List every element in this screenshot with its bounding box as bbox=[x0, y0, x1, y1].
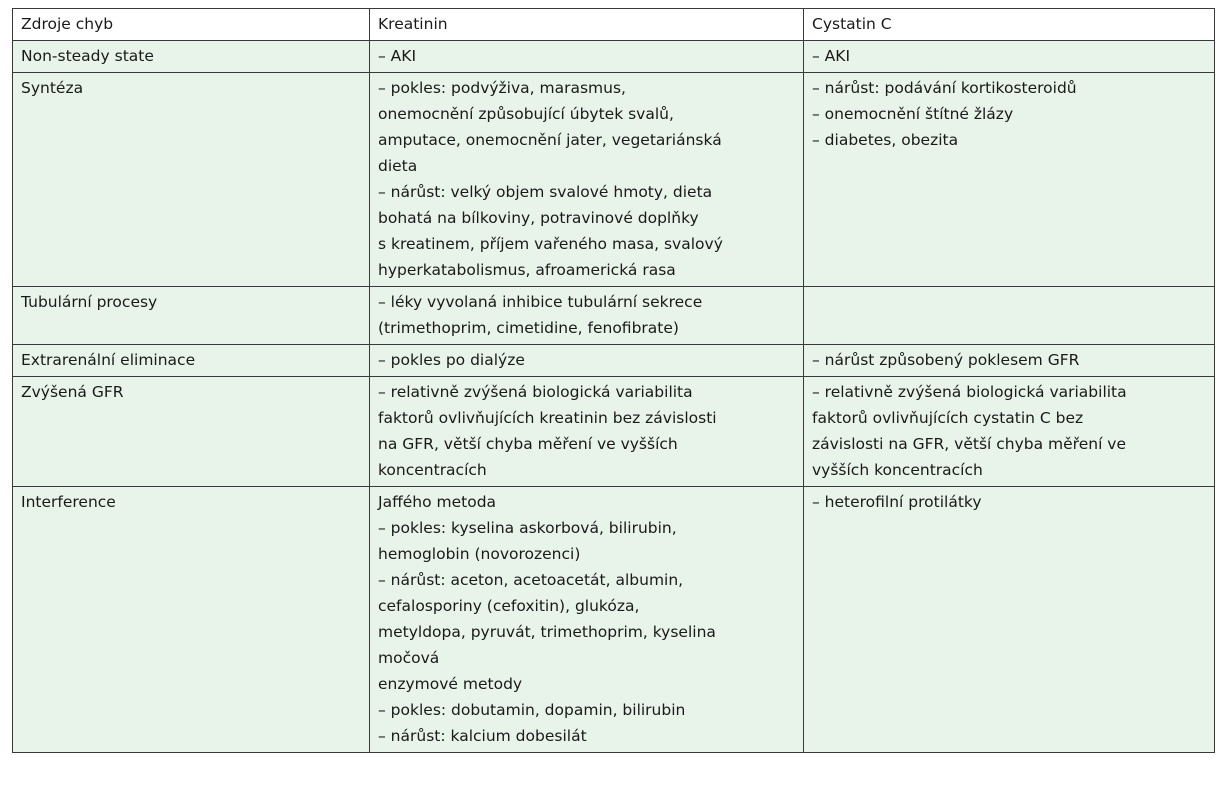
kreatinin-line: cefalosporiny (cefoxitin), glukóza, bbox=[378, 597, 640, 615]
cystatin-cell bbox=[804, 487, 1215, 753]
table-header-row bbox=[13, 9, 1215, 41]
cystatin-cell bbox=[804, 345, 1215, 377]
table-row bbox=[13, 345, 1215, 377]
kreatinin-line: – pokles: dobutamin, dopamin, bilirubin bbox=[378, 701, 686, 719]
kreatinin-line: bohatá na bílkoviny, potravinové doplňky bbox=[378, 209, 699, 227]
kreatinin-line: – nárůst: velký objem svalové hmoty, dieta bbox=[378, 183, 713, 201]
cystatin-line: – AKI bbox=[812, 47, 851, 65]
kreatinin-cell bbox=[370, 41, 804, 73]
cystatin-line: vyšších koncentracích bbox=[812, 461, 983, 479]
kreatinin-line: na GFR, větší chyba měření ve vyšších bbox=[378, 435, 678, 453]
error-source-cell: Non-steady state bbox=[13, 41, 370, 73]
cystatin-line: faktorů ovlivňujících cystatin C bez bbox=[812, 409, 1084, 427]
kreatinin-line: – nárůst: kalcium dobesilát bbox=[378, 727, 587, 745]
cystatin-line: – onemocnění štítné žlázy bbox=[812, 105, 1014, 123]
kreatinin-line: – nárůst: aceton, acetoacetát, albumin, bbox=[378, 571, 684, 589]
kreatinin-line: hyperkatabolismus, afroamerická rasa bbox=[378, 261, 676, 279]
kreatinin-line: amputace, onemocnění jater, vegetariánská bbox=[378, 131, 722, 149]
table-row bbox=[13, 41, 1215, 73]
error-sources-table bbox=[12, 8, 1215, 753]
kreatinin-line: faktorů ovlivňujících kreatinin bez závislosti bbox=[378, 409, 717, 427]
cystatin-line: – diabetes, obezita bbox=[812, 131, 959, 149]
cystatin-cell bbox=[804, 287, 1215, 345]
kreatinin-line: – pokles: podvýživa, marasmus, bbox=[378, 79, 626, 97]
kreatinin-line: metyldopa, pyruvát, trimethoprim, kyselina bbox=[378, 623, 716, 641]
error-source-cell: Interference bbox=[13, 487, 370, 753]
kreatinin-cell bbox=[370, 345, 804, 377]
cystatin-cell bbox=[804, 73, 1215, 287]
cystatin-line: – nárůst: podávání kortikosteroidů bbox=[812, 79, 1077, 97]
table-row bbox=[13, 377, 1215, 487]
kreatinin-line: onemocnění způsobující úbytek svalů, bbox=[378, 105, 674, 123]
table-row bbox=[13, 73, 1215, 287]
kreatinin-line: dieta bbox=[378, 157, 418, 175]
kreatinin-cell bbox=[370, 287, 804, 345]
cystatin-line: – relativně zvýšená biologická variabilita bbox=[812, 383, 1127, 401]
cystatin-cell bbox=[804, 377, 1215, 487]
cystatin-cell bbox=[804, 41, 1215, 73]
kreatinin-line: hemoglobin (novorozenci) bbox=[378, 545, 581, 563]
kreatinin-line: koncentracích bbox=[378, 461, 487, 479]
kreatinin-cell bbox=[370, 487, 804, 753]
kreatinin-line: – pokles po dialýze bbox=[378, 351, 525, 369]
error-source-cell: Tubulární procesy bbox=[13, 287, 370, 345]
error-sources-table-container bbox=[12, 8, 1214, 753]
table-row bbox=[13, 487, 1215, 753]
table-row bbox=[13, 287, 1215, 345]
error-source-cell: Zvýšená GFR bbox=[13, 377, 370, 487]
header-kreatinin: Kreatinin bbox=[370, 9, 804, 41]
error-source-cell: Syntéza bbox=[13, 73, 370, 287]
cystatin-line: – nárůst způsobený poklesem GFR bbox=[812, 351, 1080, 369]
kreatinin-cell bbox=[370, 73, 804, 287]
header-error-sources: Zdroje chyb bbox=[13, 9, 370, 41]
kreatinin-line: Jaffého metoda bbox=[378, 493, 497, 511]
kreatinin-line: – AKI bbox=[378, 47, 417, 65]
cystatin-line: závislosti na GFR, větší chyba měření ve bbox=[812, 435, 1127, 453]
kreatinin-line: (trimethoprim, cimetidine, fenofibrate) bbox=[378, 319, 679, 337]
kreatinin-line: – pokles: kyselina askorbová, bilirubin, bbox=[378, 519, 677, 537]
kreatinin-line: – léky vyvolaná inhibice tubulární sekrece bbox=[378, 293, 703, 311]
error-source-cell: Extrarenální eliminace bbox=[13, 345, 370, 377]
kreatinin-line: enzymové metody bbox=[378, 675, 523, 693]
kreatinin-line: s kreatinem, příjem vařeného masa, svalový bbox=[378, 235, 723, 253]
kreatinin-line: – relativně zvýšená biologická variabilita bbox=[378, 383, 693, 401]
cystatin-line: – heterofilní protilátky bbox=[812, 493, 982, 511]
kreatinin-line: močová bbox=[378, 649, 440, 667]
header-cystatin-c: Cystatin C bbox=[804, 9, 1215, 41]
kreatinin-cell bbox=[370, 377, 804, 487]
